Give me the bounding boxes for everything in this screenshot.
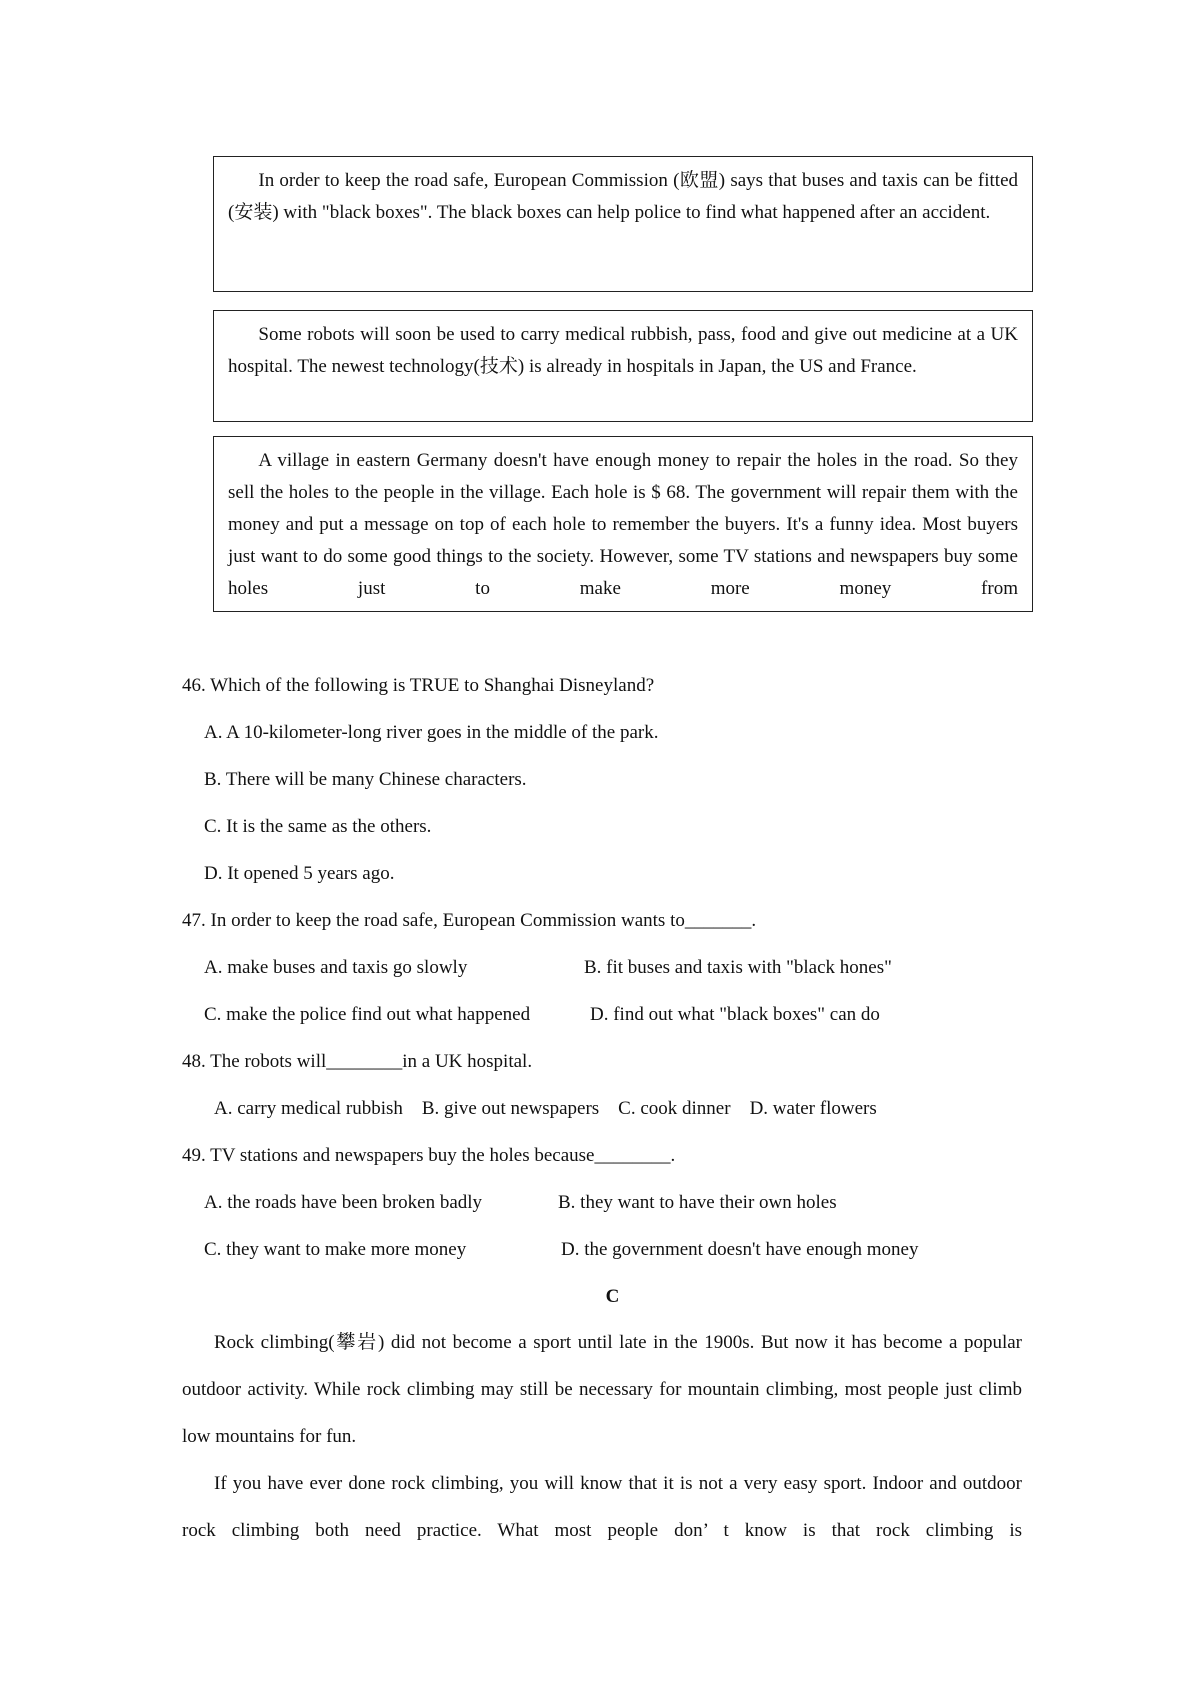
question-46-option-b: B. There will be many Chinese characters.: [204, 769, 527, 790]
question-49-option-c: C. they want to make more money: [204, 1239, 467, 1260]
passage-text: In order to keep the road safe, European Commission (欧盟) says that buses and taxis can be fitted (安装) with "black boxes". The black boxes can help police to find what happened after an accident.: [228, 170, 1018, 223]
question-48-options: A. carry medical rubbish B. give out newspapers C. cook dinner D. water flowers: [214, 1098, 877, 1119]
question-47-option-a: A. make buses and taxis go slowly: [204, 957, 468, 978]
section-heading: C: [605, 1286, 620, 1307]
question-46-option-c: C. It is the same as the others.: [204, 816, 432, 837]
question-49-option-b: B. they want to have their own holes: [558, 1192, 837, 1213]
question-47-option-d: D. find out what "black boxes" can do: [590, 1004, 880, 1025]
question-48-stem: 48. The robots will________in a UK hospital.: [182, 1051, 533, 1072]
passage-box-black-boxes: [213, 156, 1033, 292]
question-46-option-a: A. A 10-kilometer-long river goes in the middle of the park.: [204, 722, 659, 743]
question-49-option-d: D. the government doesn't have enough money: [561, 1239, 919, 1260]
question-49-option-a: A. the roads have been broken badly: [204, 1192, 483, 1213]
question-47-option-c: C. make the police find out what happened: [204, 1004, 531, 1025]
question-47-option-b: B. fit buses and taxis with "black hones": [584, 957, 892, 978]
passage-box-road-holes: [213, 436, 1033, 612]
question-49-stem: 49. TV stations and newspapers buy the holes because________.: [182, 1145, 676, 1166]
passage-text: A village in eastern Germany doesn't have enough money to repair the holes in the road. So they sell the holes to the people in the village. Each hole is $ 68. The government will repair them with the money and put a message on top of each hole to remember the buyers. It's a funny idea. Most buyers just want to do some good things to the society. However, some TV stations and newspapers buy some holes just to make more money from: [228, 450, 1018, 599]
section-paragraph-2: If you have ever done rock climbing, you will know that it is not a very easy sport. Indoor and outdoor rock climbing both need practice. What most people don’ t know is that rock climbing is: [182, 1473, 1022, 1541]
section-paragraph-1: Rock climbing(攀岩) did not become a sport until late in the 1900s. But now it has become a popular outdoor activity. While rock climbing may still be necessary for mountain climbing, most people just climb low mountains for fun.: [182, 1332, 1022, 1447]
question-47-stem: 47. In order to keep the road safe, European Commission wants to_______.: [182, 910, 757, 931]
question-46-stem: 46. Which of the following is TRUE to Shanghai Disneyland?: [182, 675, 655, 696]
passage-text: Some robots will soon be used to carry medical rubbish, pass, food and give out medicine at a UK hospital. The newest technology(技术) is already in hospitals in Japan, the US and France.: [228, 324, 1018, 377]
passage-box-robots: [213, 310, 1033, 422]
question-46-option-d: D. It opened 5 years ago.: [204, 863, 395, 884]
